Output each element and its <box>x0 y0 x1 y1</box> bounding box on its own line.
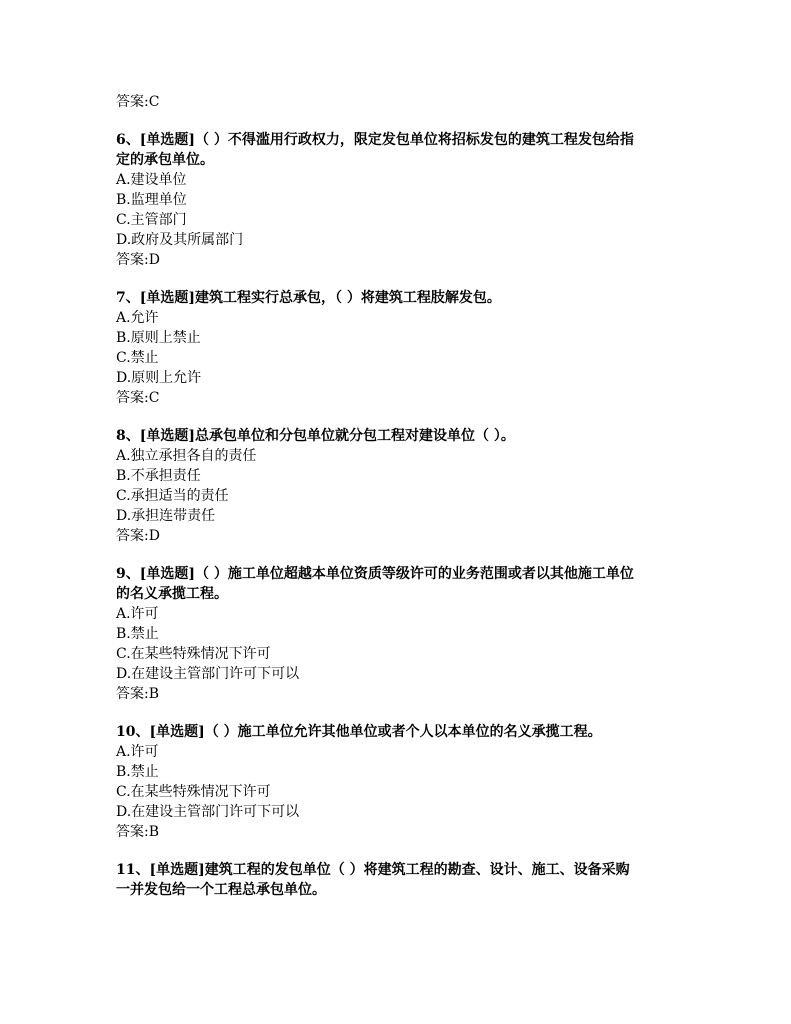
question-6 <box>116 130 696 270</box>
answer-line: 答案:B <box>116 686 160 702</box>
option-c: C.承担适当的责任 <box>116 488 229 504</box>
document-page <box>116 92 696 900</box>
spacer <box>116 112 696 130</box>
option-d: D.原则上允许 <box>116 370 202 386</box>
option-d: D.承担连带责任 <box>116 508 216 524</box>
option-d: D.在建设主管部门许可下可以 <box>116 666 300 682</box>
option-c: C.在某些特殊情况下许可 <box>116 646 271 662</box>
option-b: B.禁止 <box>116 626 159 642</box>
question-stem-line: 8、[单选题]总承包单位和分包单位就分包工程对建设单位（ ）。 <box>116 428 515 444</box>
question-11 <box>116 860 696 900</box>
question-stem-line: 定的承包单位。 <box>116 152 214 168</box>
question-7 <box>116 288 696 408</box>
spacer <box>116 842 696 860</box>
spacer <box>116 270 696 288</box>
spacer <box>116 704 696 722</box>
question-stem-line: 6、[单选题]（ ）不得滥用行政权力，限定发包单位将招标发包的建筑工程发包给指 <box>116 132 634 148</box>
option-b: B.禁止 <box>116 764 159 780</box>
option-a: A.独立承担各自的责任 <box>116 448 257 464</box>
question-stem-line: 一并发包给一个工程总承包单位。 <box>116 882 326 898</box>
option-b: B.不承担责任 <box>116 468 201 484</box>
question-stem-line: 7、[单选题]建筑工程实行总承包，（ ）将建筑工程肢解发包。 <box>116 290 501 306</box>
answer-line: 答案:D <box>116 528 160 544</box>
option-c: C.在某些特殊情况下许可 <box>116 784 271 800</box>
option-a: A.许可 <box>116 606 159 622</box>
question-stem-line: 10、[单选题]（ ）施工单位允许其他单位或者个人以本单位的名义承揽工程。 <box>116 724 602 740</box>
question-stem-line: 11、[单选题]建筑工程的发包单位（ ）将建筑工程的勘查、设计、施工、设备采购 <box>116 862 630 878</box>
question-8 <box>116 426 696 546</box>
spacer <box>116 408 696 426</box>
option-d: D.在建设主管部门许可下可以 <box>116 804 300 820</box>
option-b: B.原则上禁止 <box>116 330 201 346</box>
question-stem-line: 的名义承揽工程。 <box>116 586 228 602</box>
option-a: A.建设单位 <box>116 172 187 188</box>
answer-line: 答案:C <box>116 390 160 406</box>
option-a: A.允许 <box>116 310 159 326</box>
option-d: D.政府及其所属部门 <box>116 232 244 248</box>
option-b: B.监理单位 <box>116 192 187 208</box>
spacer <box>116 546 696 564</box>
answer-line-previous: 答案:C <box>116 94 160 110</box>
answer-line: 答案:B <box>116 824 160 840</box>
question-9 <box>116 564 696 704</box>
option-a: A.许可 <box>116 744 159 760</box>
answer-line: 答案:D <box>116 252 160 268</box>
option-c: C.禁止 <box>116 350 159 366</box>
option-c: C.主管部门 <box>116 212 187 228</box>
question-10 <box>116 722 696 842</box>
question-stem-line: 9、[单选题]（ ）施工单位超越本单位资质等级许可的业务范围或者以其他施工单位 <box>116 566 634 582</box>
